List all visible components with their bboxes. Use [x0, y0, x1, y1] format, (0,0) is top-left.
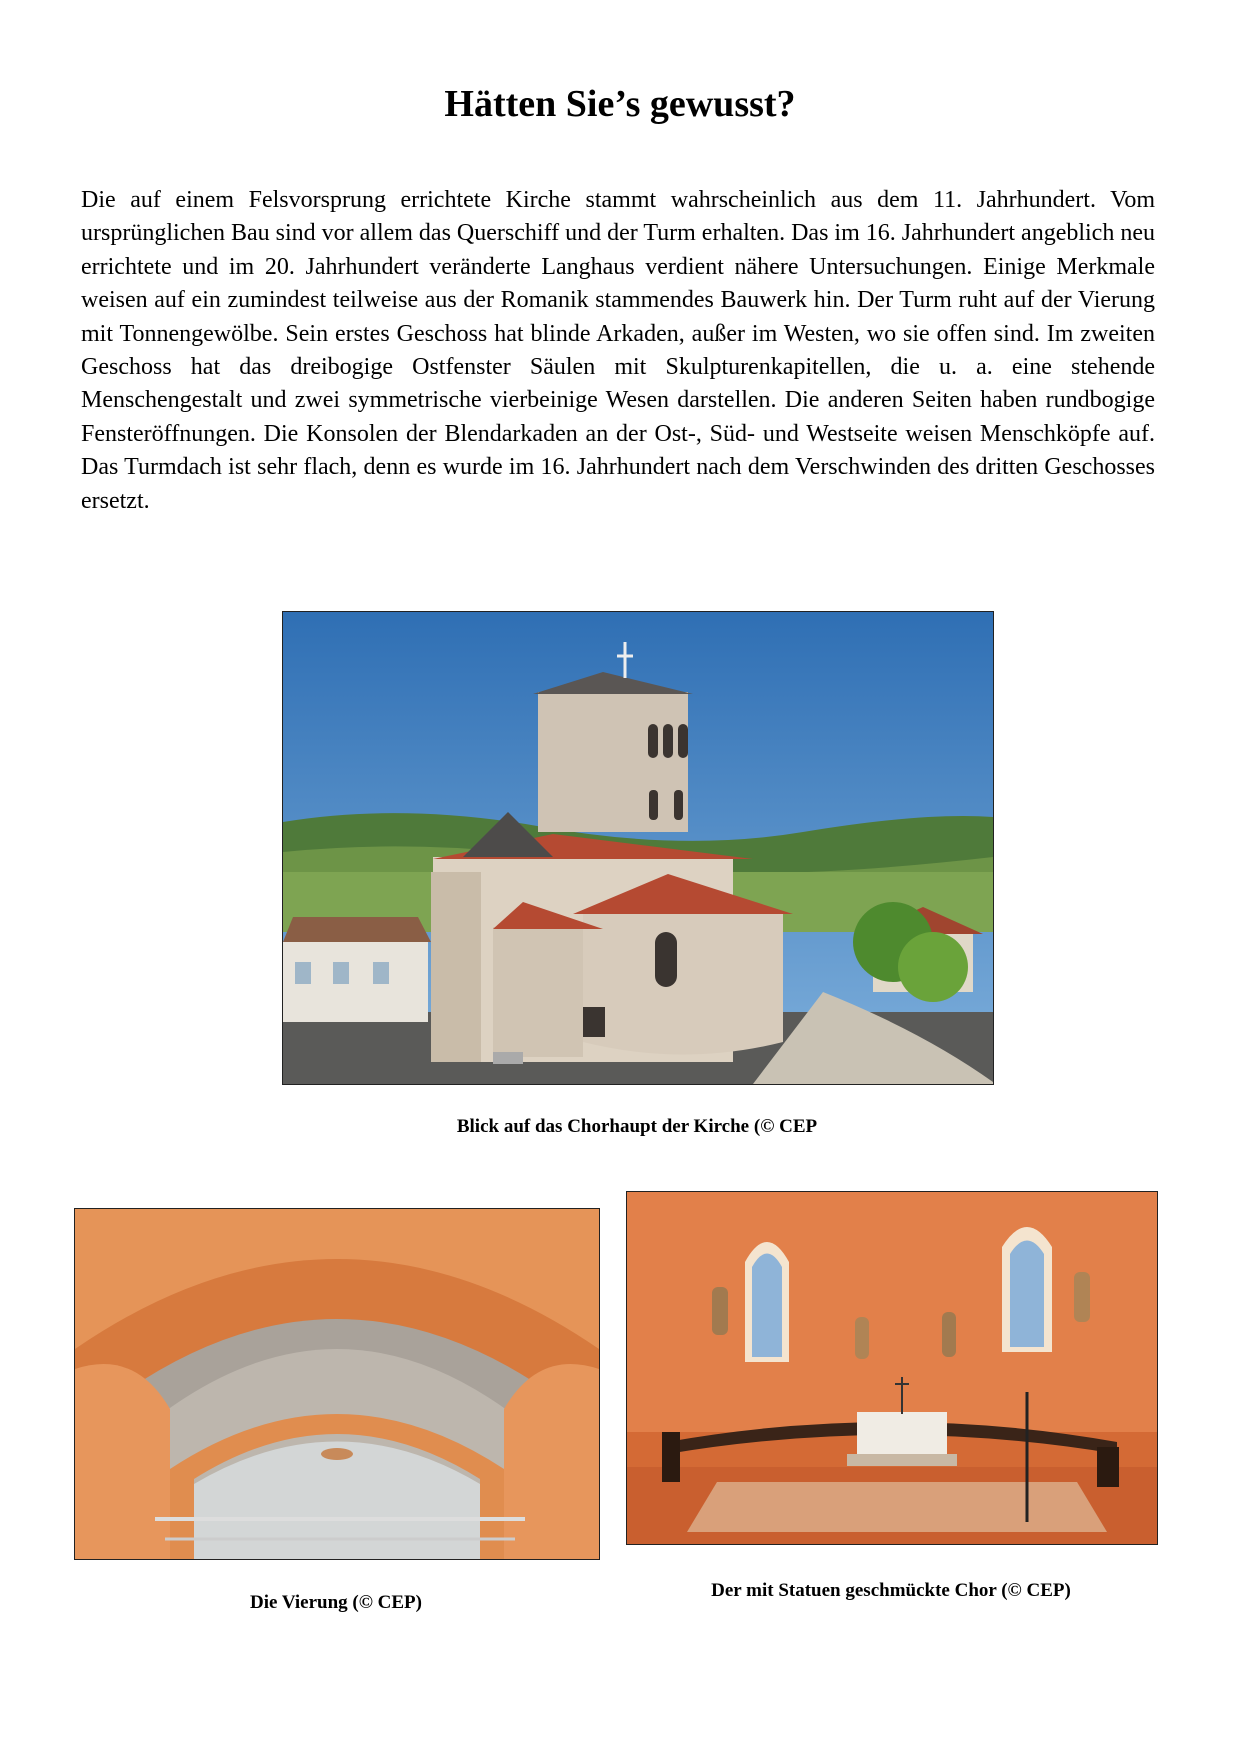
church-exterior-caption: Blick auf das Chorhaupt der Kirche (© CEP — [456, 1116, 818, 1137]
choir-statues-caption: Der mit Statuen geschmückte Chor (© CEP) — [711, 1580, 1071, 1601]
crossing-vault-caption: Die Vierung (© CEP) — [250, 1592, 422, 1613]
church-exterior-photo — [282, 611, 994, 1085]
crossing-vault-photo — [74, 1208, 600, 1560]
page-title: Hätten Sie’s gewusst? — [444, 83, 796, 125]
choir-statues-photo — [626, 1191, 1158, 1545]
body-paragraph: Die auf einem Felsvorsprung errichtete Kirche stammt wahrscheinlich aus dem 11. Jahrhundert. Vom ursprünglichen Bau sind vor allem das Querschiff und der Turm erhalten. Das im 16. Jahrhundert angeblich neu errichtete und im 20. Jahrhundert veränderte Langhaus verdient nähere Untersuchungen. Einige Merkmale weisen auf ein zumindest teilweise aus der Romanik stammendes Bauwerk hin. Der Turm ruht auf der Vierung mit Tonnengewölbe. Sein erstes Geschoss hat blinde Arkaden, außer im Westen, wo sie offen sind. Im zweiten Geschoss hat das dreibogige Ostfenster Säulen mit Skulpturenkapitellen, die u. a. eine stehende Menschengestalt und zwei symmetrische vierbeinige Wesen darstellen. Die anderen Seiten haben rundbogige Fensteröffnungen. Die Konsolen der Blendarkaden an der Ost-, Süd- und Westseite weisen Menschköpfe auf. Das Turmdach ist sehr flach, denn es wurde im 16. Jahrhundert nach dem Verschwinden des dritten Geschosses ersetzt. — [81, 187, 1155, 514]
